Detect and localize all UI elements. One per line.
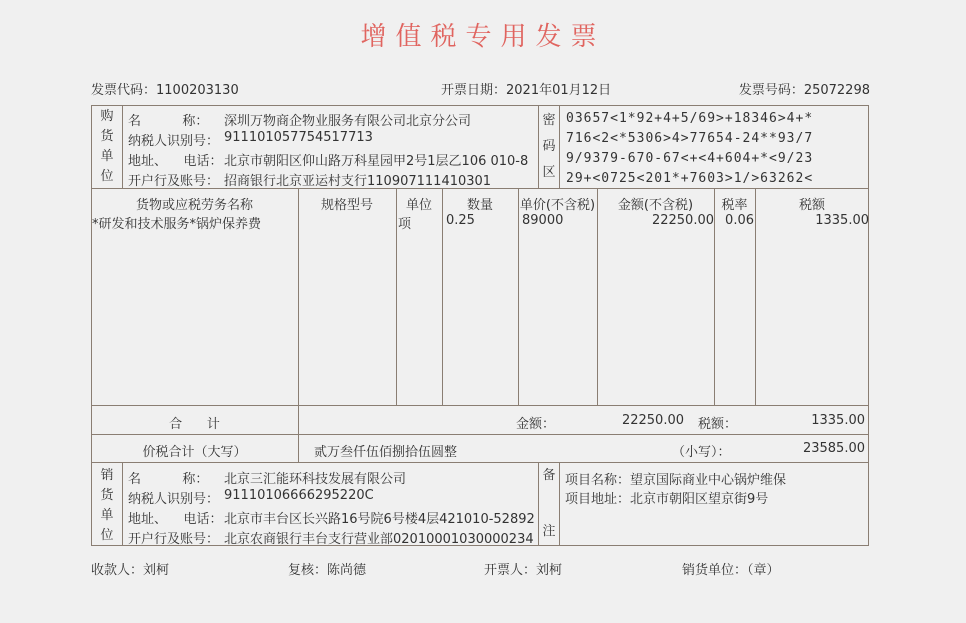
header-unit: 单位 bbox=[405, 198, 432, 213]
remarks-project-address: 项目地址：北京市朝阳区望京街9号 bbox=[565, 492, 769, 507]
remarks-char-2: 注 bbox=[542, 524, 556, 539]
header-qty: 数量 bbox=[466, 198, 493, 213]
header-rate: 税率 bbox=[721, 198, 748, 213]
buyer-char-3: 单 bbox=[100, 149, 114, 164]
seller-tax-id: 91110106666295220C bbox=[224, 488, 374, 503]
item-name: *研发和技术服务*锅炉保养费 bbox=[92, 217, 262, 232]
header-amount: 金额(不含税) bbox=[617, 198, 694, 213]
item-amount: 22250.00 bbox=[651, 213, 714, 228]
invoice-title: 增值税专用发票 bbox=[360, 22, 606, 52]
buyer-section-label bbox=[92, 107, 122, 187]
buyer-name-label: 名 称： bbox=[128, 114, 209, 129]
buyer-name: 深圳万物商企物业服务有限公司北京分公司 bbox=[224, 114, 472, 129]
footer-seller-unit: 销货单位：（章） bbox=[682, 563, 780, 578]
cipher-label-divider bbox=[559, 105, 560, 189]
seller-bank: 北京农商银行丰台支行营业部02010001030000234 bbox=[224, 532, 534, 547]
remarks-char-1: 备 bbox=[542, 468, 556, 483]
col-divider-name bbox=[298, 188, 299, 462]
cipher-section-label bbox=[539, 108, 559, 186]
buyer-char-2: 货 bbox=[100, 129, 114, 144]
buyer-address-label: 地址、 电话： bbox=[128, 154, 223, 169]
cipher-line-4: 29+<0725<201*+7603>1/>63262< bbox=[566, 171, 814, 186]
footer-payee: 收款人：刘柯 bbox=[91, 563, 170, 578]
seller-char-3: 单 bbox=[100, 508, 114, 523]
cipher-line-2: 716<2<*5306>4>77654-24**93/7 bbox=[566, 131, 814, 146]
item-tax: 1335.00 bbox=[815, 213, 869, 228]
invoice-code bbox=[91, 79, 239, 98]
issue-date-value: 2021年01月12日 bbox=[506, 83, 612, 98]
header-item-name: 货物或应税劳务名称 bbox=[135, 198, 253, 213]
seller-address: 北京市丰台区长兴路16号院6号楼4层421010-52892 bbox=[224, 512, 535, 527]
grand-total-uppercase: 贰万叁仟伍佰捌拾伍圆整 bbox=[314, 445, 458, 460]
totals-amount-label: 金额： bbox=[516, 417, 556, 432]
invoice-number bbox=[739, 79, 870, 98]
buyer-bank: 招商银行北京亚运村支行110907111410301 bbox=[224, 174, 492, 189]
totals-tax: 1335.00 bbox=[811, 413, 865, 428]
buyer-char-1: 购 bbox=[100, 109, 114, 124]
cipher-line-1: 03657<1*92+4+5/69>+18346>4+* bbox=[566, 111, 814, 126]
cipher-char-2: 码 bbox=[542, 139, 556, 154]
grand-total-small-label: （小写）： bbox=[672, 445, 731, 460]
divider-items bbox=[91, 405, 869, 406]
totals-label: 合 计 bbox=[169, 417, 220, 432]
seller-char-1: 销 bbox=[100, 468, 114, 483]
seller-bank-label: 开户行及账号： bbox=[128, 532, 220, 547]
totals-amount: 22250.00 bbox=[621, 413, 684, 428]
footer-reviewer: 复核：陈尚德 bbox=[288, 563, 367, 578]
item-qty: 0.25 bbox=[446, 213, 475, 228]
item-rate: 0.06 bbox=[725, 213, 754, 228]
cipher-char-1: 密 bbox=[542, 113, 556, 128]
footer-drawer: 开票人：刘柯 bbox=[484, 563, 563, 578]
buyer-tax-id-label: 纳税人识别号： bbox=[128, 134, 220, 149]
col-divider-unit bbox=[442, 188, 443, 406]
divider-totals bbox=[91, 434, 869, 435]
header-price: 单价(不含税) bbox=[519, 198, 596, 213]
item-price: 89000 bbox=[522, 213, 564, 228]
issue-date-label: 开票日期： bbox=[441, 83, 507, 98]
item-unit: 项 bbox=[398, 217, 412, 232]
buyer-address: 北京市朝阳区仰山路万科星园甲2号1层乙106 010-8 bbox=[224, 154, 529, 169]
seller-address-label: 地址、 电话： bbox=[128, 512, 223, 527]
seller-char-2: 货 bbox=[100, 488, 114, 503]
grand-total-label: 价税合计（大写） bbox=[142, 445, 247, 460]
seller-tax-id-label: 纳税人识别号： bbox=[128, 492, 220, 507]
invoice-code-value: 1100203130 bbox=[156, 83, 239, 98]
seller-label-divider bbox=[122, 462, 123, 546]
seller-name-label: 名 称： bbox=[128, 472, 209, 487]
col-divider-spec bbox=[396, 188, 397, 406]
divider-grand-total bbox=[91, 462, 869, 463]
invoice-number-value: 25072298 bbox=[803, 83, 870, 98]
col-divider-qty bbox=[518, 188, 519, 406]
cipher-block bbox=[566, 109, 813, 189]
header-spec: 规格型号 bbox=[320, 198, 373, 213]
totals-tax-label: 税额： bbox=[698, 417, 738, 432]
seller-name: 北京三汇能环科技发展有限公司 bbox=[224, 472, 407, 487]
cipher-char-3: 区 bbox=[542, 165, 556, 180]
seller-char-4: 位 bbox=[100, 528, 114, 543]
cipher-line-3: 9/9379-670-67<+<4+604+*<9/23 bbox=[566, 151, 814, 166]
invoice-code-label: 发票代码： bbox=[91, 83, 157, 98]
header-tax: 税额 bbox=[798, 198, 825, 213]
seller-section-label bbox=[92, 466, 122, 546]
issue-date bbox=[441, 79, 611, 98]
buyer-bank-label: 开户行及账号： bbox=[128, 174, 220, 189]
buyer-tax-id: 911101057754517713 bbox=[224, 130, 373, 145]
remarks-project-name: 项目名称：望京国际商业中心锅炉维保 bbox=[565, 473, 787, 488]
buyer-label-divider bbox=[122, 105, 123, 189]
remarks-section-label bbox=[539, 466, 559, 542]
buyer-char-4: 位 bbox=[100, 169, 114, 184]
remarks-label-divider bbox=[559, 462, 560, 546]
grand-total-small: 23585.00 bbox=[802, 441, 865, 456]
invoice-number-label: 发票号码： bbox=[738, 83, 804, 98]
